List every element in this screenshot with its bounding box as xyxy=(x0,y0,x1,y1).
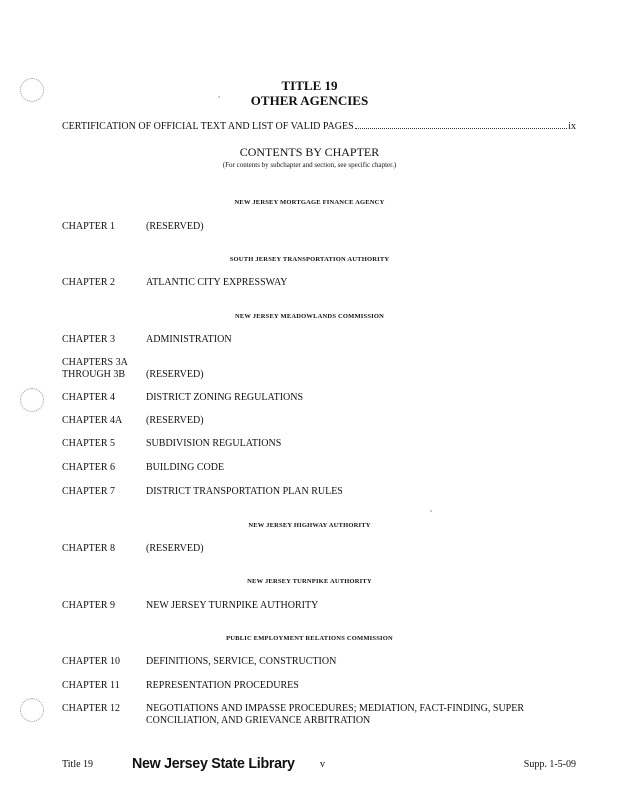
chapter-number: CHAPTER 8 xyxy=(62,543,116,554)
contents-note: (For contents by subchapter and section, see specific chapter.) xyxy=(222,161,397,169)
chapter-name: (RESERVED) xyxy=(146,221,204,232)
chapter-number: CHAPTER 4 xyxy=(62,392,116,403)
binder-hole-bottom xyxy=(20,698,44,722)
chapter-name: ADMINISTRATION xyxy=(146,334,232,345)
chapter-row xyxy=(62,392,536,404)
chapter-row xyxy=(62,415,536,427)
chapter-number: THROUGH 3B xyxy=(62,369,126,380)
chapter-number: CHAPTERS 3A xyxy=(62,357,128,368)
chapter-row xyxy=(62,221,536,233)
chapter-row xyxy=(62,656,536,668)
agency-heading: PUBLIC EMPLOYMENT RELATIONS COMMISSION xyxy=(226,635,393,642)
certification-line xyxy=(62,121,576,132)
chapter-number: CHAPTER 1 xyxy=(62,221,116,232)
scan-speck xyxy=(430,510,432,512)
title-block xyxy=(0,78,619,108)
chapter-row xyxy=(62,277,536,289)
chapter-name: DEFINITIONS, SERVICE, CONSTRUCTION xyxy=(146,656,337,667)
chapter-name: REPRESENTATION PROCEDURES xyxy=(146,680,299,691)
chapter-name: DISTRICT TRANSPORTATION PLAN RULES xyxy=(146,486,343,497)
footer-title: Title 19 xyxy=(62,759,94,770)
chapter-row xyxy=(62,715,536,727)
chapter-row xyxy=(62,438,536,450)
chapter-name xyxy=(146,357,536,369)
dot-leader xyxy=(355,121,568,129)
certification-page: ix xyxy=(568,121,576,132)
chapter-name: (RESERVED) xyxy=(146,415,204,426)
chapter-row xyxy=(62,462,536,474)
chapter-name: NEGOTIATIONS AND IMPASSE PROCEDURES; MEDIATION, FACT-FINDING, SUPER xyxy=(146,703,525,714)
chapter-row xyxy=(62,486,536,498)
chapter-row xyxy=(62,543,536,555)
chapter-number xyxy=(62,715,146,727)
chapter-row xyxy=(62,680,536,692)
agency-heading: NEW JERSEY TURNPIKE AUTHORITY xyxy=(247,578,372,585)
chapter-number: CHAPTER 11 xyxy=(62,680,120,691)
agency-heading: NEW JERSEY MORTGAGE FINANCE AGENCY xyxy=(234,199,385,206)
chapter-name: NEW JERSEY TURNPIKE AUTHORITY xyxy=(146,600,319,611)
certification-label: CERTIFICATION OF OFFICIAL TEXT AND LIST OF VALID PAGES xyxy=(62,121,354,132)
chapter-name: BUILDING CODE xyxy=(146,462,225,473)
chapter-row xyxy=(62,369,536,381)
chapter-number: CHAPTER 12 xyxy=(62,703,121,714)
agency-heading: NEW JERSEY HIGHWAY AUTHORITY xyxy=(248,522,371,529)
page-subtitle: OTHER AGENCIES xyxy=(250,93,369,108)
chapter-number: CHAPTER 10 xyxy=(62,656,121,667)
chapter-row xyxy=(62,357,536,369)
chapter-name: SUBDIVISION REGULATIONS xyxy=(146,438,282,449)
chapter-number: CHAPTER 9 xyxy=(62,600,116,611)
chapter-number: CHAPTER 3 xyxy=(62,334,116,345)
chapter-row xyxy=(62,703,536,715)
page-number: v xyxy=(320,759,325,770)
chapter-number: CHAPTER 6 xyxy=(62,462,116,473)
chapter-number: CHAPTER 2 xyxy=(62,277,116,288)
supplement-date: Supp. 1-5-09 xyxy=(523,759,576,770)
chapter-number: CHAPTER 5 xyxy=(62,438,116,449)
chapter-name: CONCILIATION, AND GRIEVANCE ARBITRATION xyxy=(146,715,371,726)
contents-heading: CONTENTS BY CHAPTER xyxy=(239,145,380,159)
chapter-name: (RESERVED) xyxy=(146,543,204,554)
chapter-row xyxy=(62,334,536,346)
binder-hole-middle xyxy=(20,388,44,412)
chapter-number: CHAPTER 4A xyxy=(62,415,123,426)
chapter-name: (RESERVED) xyxy=(146,369,204,380)
library-logo: New Jersey State Library xyxy=(132,755,295,772)
page-footer xyxy=(62,755,576,777)
agency-heading: NEW JERSEY MEADOWLANDS COMMISSION xyxy=(234,313,385,320)
page-title: TITLE 19 xyxy=(281,78,338,93)
agency-heading: SOUTH JERSEY TRANSPORTATION AUTHORITY xyxy=(229,256,390,263)
chapter-number: CHAPTER 7 xyxy=(62,486,116,497)
chapter-row xyxy=(62,600,536,612)
chapter-name: ATLANTIC CITY EXPRESSWAY xyxy=(146,277,288,288)
chapter-name: DISTRICT ZONING REGULATIONS xyxy=(146,392,304,403)
